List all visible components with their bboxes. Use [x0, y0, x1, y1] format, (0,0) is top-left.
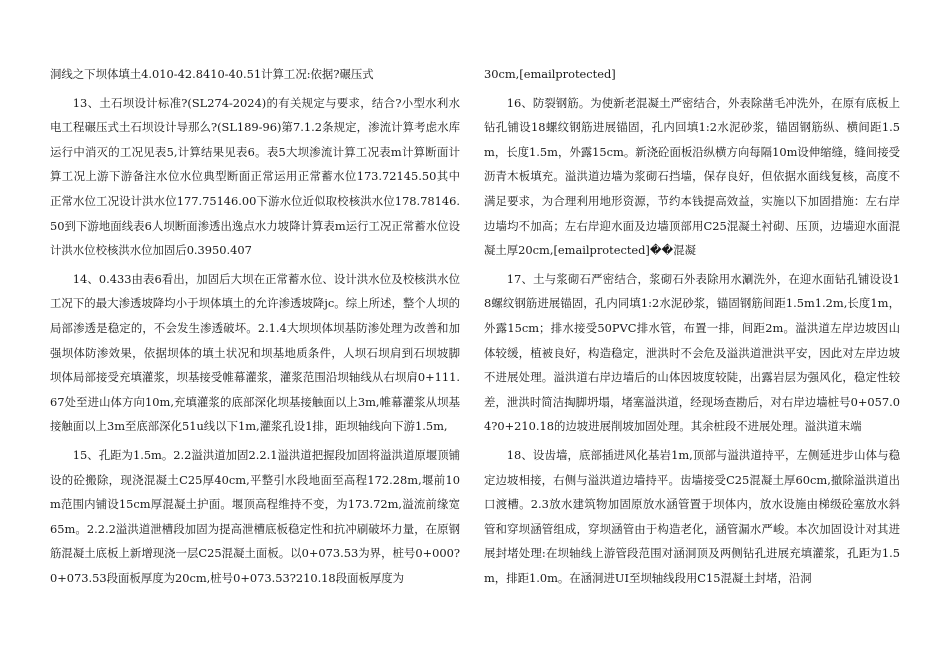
paragraph: 洞线之下坝体填土4.010-42.8410-40.51计算工况:依据?碾压式	[50, 67, 374, 81]
paragraph: 18、设齿墙，底部插进风化基岩1m,顶部与溢洪道持平，左侧延进步山体与稳定边坡相接，右侧与溢洪道边墙持平。齿墙接受C25混凝土厚60cm,撤除溢洪道出口渡槽。2.3放水建筑物加固原放水涵管置于坝体内，放水设施由梯级砼塞放水斜管和穿坝涵管组成，穿坝涵管由于构造老化，涵管漏水严峻。本次加固设计对其进展封堵处理:在坝轴线上游管段范围对涵洞顶及两侧钻孔进展充填灌浆，孔距为1.5m，排距1.0m。在涵洞进UI至坝轴线段用C15混凝土封堵，沿洞	[484, 447, 900, 585]
paragraph: 16、防裂钢筋。为使新老混凝土严密结合，外表除凿毛冲洗外，在原有底板上钻孔铺设18螺纹钢筋进展锚固，孔内回填1:2水泥砂浆，锚固钢筋纵、横间距1.5m，长度1.5m，外露15cm。新浇砼面板沿纵横方向每隔10m设伸缩缝，缝间接受沥青木板填充。溢洪道边墙为浆砌石挡墙，保存良好，但依据水面线复核，高度不满足要求，为合理利用地形资源，节约本钱提高效益，实施以下加固措施：左右岸边墙均不加高；左右岸迎水面及边墙顶部用C25混凝土衬砌、压顶，边墙迎水面混凝土厚20cm,[emailprotected]��混凝	[484, 95, 900, 258]
paragraph: 30cm,[emailprotected]	[484, 67, 616, 81]
paragraph: 14、0.433由表6看出，加固后大坝在正常蓄水位、设计洪水位及校核洪水位工况下的最大渗透坡降均小于坝体填土的允许渗透坡降jc。综上所述，整个人坝的局部渗透是稳定的，不会发生渗透破坏。2.1.4大坝坝体坝基防渗处理为改善和加强坝体防渗效果，依据坝体的填土状况和坝基地质条件，人坝石坝肩到石坝坡脚坝体局部接受充填灌浆，坝基接受帷幕灌浆，灌浆范围沿坝轴线从右坝肩0+111.67处至进山体方向10m,充填灌浆的底部深化坝基接触面以上3m,帷幕灌浆从坝基接触面以上3m至底部深化51u线以下1m,灌浆孔设1排，距坝轴线向下游1.5m,	[50, 271, 460, 434]
paragraph: 13、土石坝设计标准?(SL274-2024)的有关规定与要求，结合?小型水利水电工程碾压式土石坝设计导那么?(SL189-96)第7.1.2条规定，渗流计算考虑水库运行中消灭的工况见表5,计算结果见表6。表5大坝渗流计算工况表m计算断面计算工况上游下游备注水位水位典型断面正常运用正常蓄水位173.72145.50其中正常水位工况设计洪水位177.75146.00下游水位近似取校核洪水位178.78146.50到下游地面线表6人坝断面渗透出逸点水力坡降计算表m运行工况正常蓄水位设计洪水位校核洪水位加固后0.3950.407	[50, 95, 460, 258]
right-text-column	[484, 62, 900, 594]
left-text-column	[50, 62, 460, 594]
paragraph: 15、孔距为1.5m。2.2溢洪道加固2.2.1溢洪道把握段加固将溢洪道原堰顶铺设的砼搬除，现浇混凝土C25厚40cm,平整引水段地面至高程172.28m,堰前10m范围内铺设15cm厚混凝土护面。堰顶高程维持不变，为173.72m,溢流前缘宽65m。2.2.2溢洪道泄槽段加固为提高泄槽底板稳定性和抗冲刷破坏力量，在原钢筋混凝土底板上新增现浇一层C25混凝土面板。以0+073.53为界，桩号0+000?0+073.53段面板厚度为20cm,桩号0+073.53?210.18段面板厚度为	[50, 447, 460, 585]
paragraph: 17、土与浆砌石严密结合，浆砌石外表除用水涮洗外，在迎水面钻孔铺设设18螺纹钢筋进展锚固，孔内同填1:2水泥砂浆，锚固钢筋间距1.5m1.2m,长度1m，外露15cm；排水接受50PVC排水管，布置一排，间距2m。溢洪道左岸边坡因山体较缓，植被良好，构造稳定，泄洪时不会危及溢洪道泄洪平安，因此对左岸边坡不进展处理。溢洪道右岸边墙后的山体因坡度较陡，出露岩层为强风化，稳定性较差，泄洪时简洁掏脚坍塌，堵塞溢洪道，经现场查勘后，对右岸边墙桩号0+057.04?0+210.18的边坡进展削坡加固处理。其余桩段不进展处理。溢洪道末端	[484, 271, 900, 434]
